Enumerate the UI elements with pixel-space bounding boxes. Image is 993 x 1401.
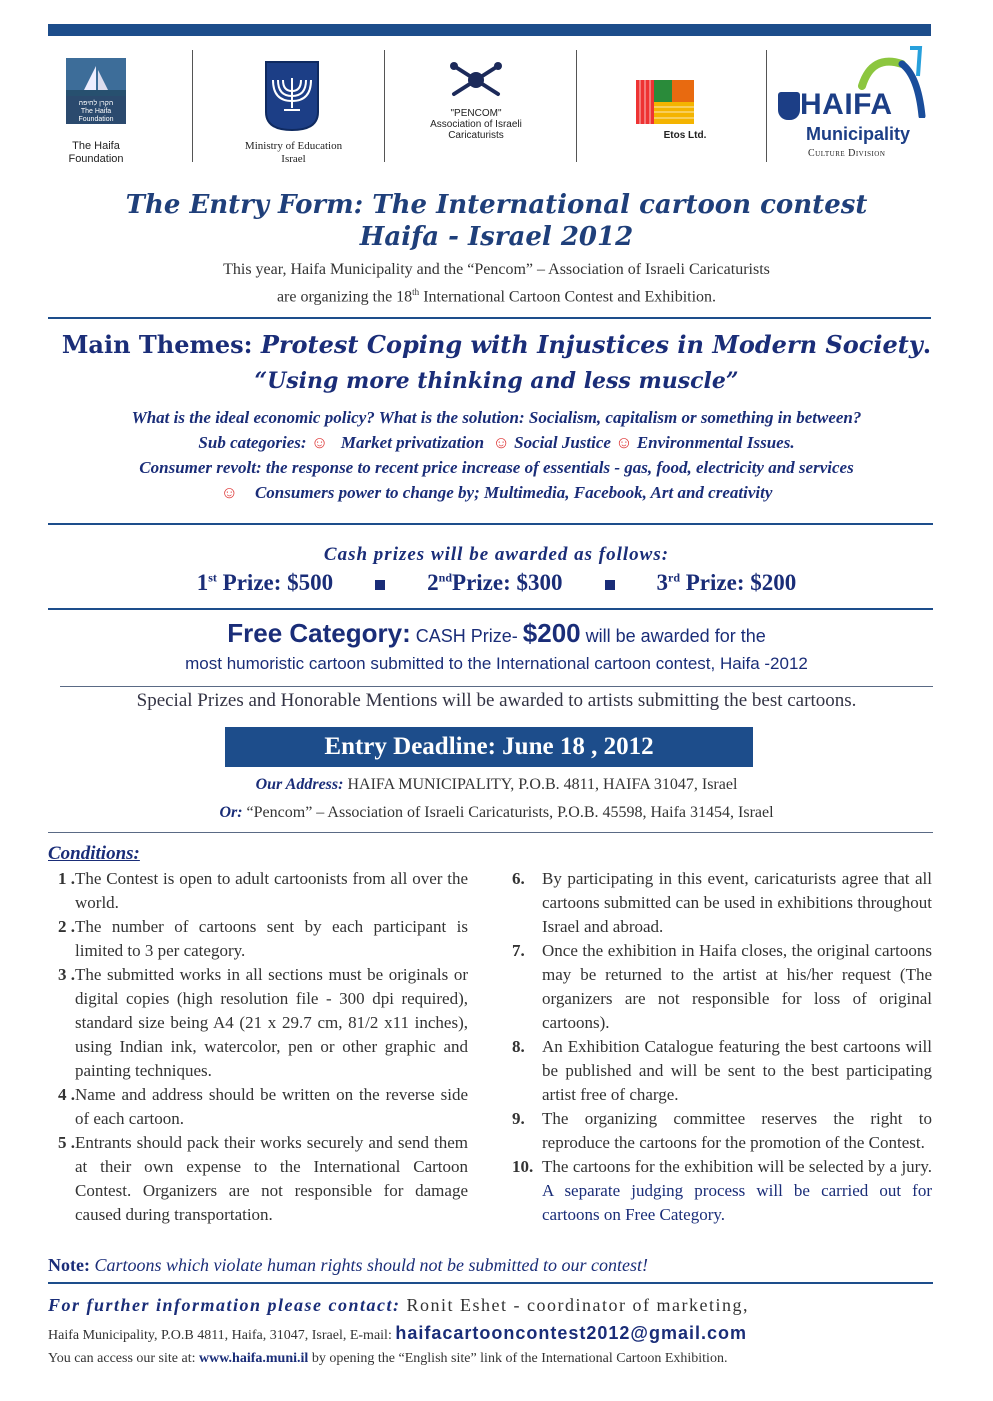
smiley-icon: ☺ xyxy=(220,483,238,502)
intro-line-1: This year, Haifa Municipality and the “Pencom” – Association of Israeli Caricaturists xyxy=(223,261,770,278)
second-prize: 2ndPrize: $300 xyxy=(427,570,563,595)
conditions-heading: Conditions: xyxy=(48,843,140,864)
pencom-caption: "PENCOM" Association of Israeli Caricaturists xyxy=(430,108,522,141)
divider xyxy=(384,50,385,162)
culture-division-word: Culture Division xyxy=(808,148,886,159)
cash-prizes-heading: Cash prizes will be awarded as follows: xyxy=(323,544,670,565)
condition-item: 10. The cartoons for the exhibition will be selected by a jury. A separate judging process will be carried out for cartoons on Free Category. xyxy=(512,1157,932,1224)
site-link[interactable]: www.haifa.muni.il xyxy=(199,1351,309,1366)
free-category: Free Category: CASH Prize- $200 will be awarded for the xyxy=(227,618,766,648)
contact-line: For further information please contact: Ronit Eshet - coordinator of marketing, xyxy=(48,1295,749,1315)
bullet-square-icon xyxy=(375,580,385,590)
divider xyxy=(576,50,577,162)
sub-categories: Sub categories: ☺ Market privatization ☺ Social Justice ☺ Environmental Issues. xyxy=(198,433,795,452)
divider xyxy=(48,832,933,833)
conditions-left-column xyxy=(58,867,468,1227)
condition-item: 5 . Entrants should pack their works securely and send them at their own expense to the International Cartoon Contest. Organizers are not responsible for damage caused during transportation. xyxy=(58,1133,468,1224)
smiley-icon: ☺ xyxy=(615,433,633,452)
address-line-2: Or: “Pencom” – Association of Israeli Caricaturists, P.O.B. 45598, Haifa 31454, Israel xyxy=(219,804,774,821)
page-subtitle: Haifa - Israel 2012 xyxy=(359,222,634,252)
free-category-details: most humoristic cartoon submitted to the International cartoon contest, Haifa -2012 xyxy=(185,654,808,673)
prize-list xyxy=(0,570,993,596)
contact-address: Haifa Municipality, P.O.B 4811, Haifa, 31047, Israel, E-mail: haifacartooncontest2012@gmail.com xyxy=(48,1323,747,1343)
page-title: The Entry Form: The International cartoon contest xyxy=(125,190,868,220)
condition-item: 4 . Name and address should be written on the reverse side of each cartoon. xyxy=(58,1085,468,1128)
consumer-power: ☺ Consumers power to change by; Multimedia, Facebook, Art and creativity xyxy=(220,483,773,502)
third-prize: 3rd Prize: $200 xyxy=(656,570,797,595)
themes-quote: “Using more thinking and less muscle” xyxy=(254,368,739,394)
haifa-foundation-mark-text: הקרן לחיפה The Haifa Foundation xyxy=(78,100,114,123)
etos-logo-icon xyxy=(636,80,694,129)
divider xyxy=(192,50,193,162)
condition-item: 3 . The submitted works in all sections must be originals or digital copies (high resolution file - 300 dpi required), standard size being A4 (21 x 29.7 cm, 81/2 x11 inches), using Indian ink, watercolor, pen or other graphic and painting techniques. xyxy=(58,965,468,1080)
email-link[interactable]: haifacartooncontest2012@gmail.com xyxy=(395,1323,747,1343)
entry-deadline: Entry Deadline: June 18 , 2012 xyxy=(225,727,753,767)
ministry-caption: Ministry of Education Israel xyxy=(244,140,343,165)
intro-line-2: are organizing the 18th International Cartoon Contest and Exhibition. xyxy=(276,287,717,306)
conditions-right-column xyxy=(512,867,932,1227)
divider xyxy=(48,317,931,319)
top-banner-bar xyxy=(48,24,931,36)
main-themes: Main Themes: Protest Coping with Injustices in Modern Society. xyxy=(61,330,932,359)
divider xyxy=(766,50,767,162)
consumer-revolt: Consumer revolt: the response to recent price increase of essentials - gas, food, electricity and services xyxy=(139,458,854,477)
municipality-word: Municipality xyxy=(806,124,911,144)
site-line: You can access our site at: www.haifa.muni.il by opening the “English site” link of the International Cartoon Exhibition. xyxy=(48,1351,728,1366)
bullet-square-icon xyxy=(605,580,615,590)
haifa-municipality-word: HAIFA xyxy=(800,88,893,121)
divider xyxy=(48,1282,933,1284)
smiley-icon: ☺ xyxy=(492,433,510,452)
note: Note: Cartoons which violate human rights should not be submitted to our contest! xyxy=(48,1255,648,1275)
address-line-1: Our Address: HAIFA MUNICIPALITY, P.O.B. 4811, HAIFA 31047, Israel xyxy=(255,776,738,793)
menorah-emblem-icon xyxy=(262,60,322,137)
condition-item: 2 . The number of cartoons sent by each participant is limited to 3 per category. xyxy=(58,917,468,960)
condition-item: 9. The organizing committee reserves the right to reproduce the cartoons for the promotion of the Contest. xyxy=(512,1109,932,1152)
first-prize: 1st Prize: $500 xyxy=(196,570,334,595)
special-prizes: Special Prizes and Honorable Mentions will be awarded to artists submitting the best cartoons. xyxy=(136,690,857,711)
haifa-foundation-caption: The Haifa Foundation xyxy=(68,140,124,165)
pencom-logo-icon xyxy=(448,62,504,103)
condition-item: 7. Once the exhibition in Haifa closes, the original cartoons may be returned to the artist at his/her request (The organizers are not responsible for loss of original cartoons). xyxy=(512,941,932,1032)
condition-item: 6. By participating in this event, caricaturists agree that all cartoons submitted can be used in exhibitions throughout Israel and abroad. xyxy=(512,869,932,936)
smiley-icon: ☺ xyxy=(310,433,329,452)
etos-caption: Etos Ltd. xyxy=(663,130,707,141)
divider xyxy=(48,523,933,525)
condition-item: 8. An Exhibition Catalogue featuring the best cartoons will be published and will be sent to the best participating artist free of charge. xyxy=(512,1037,932,1104)
haifa-crest-icon xyxy=(778,92,800,120)
condition-item: 1 . The Contest is open to adult cartoonists from all over the world. xyxy=(58,869,468,912)
divider xyxy=(48,608,933,610)
divider xyxy=(60,686,933,687)
themes-question: What is the ideal economic policy? What is the solution: Socialism, capitalism or something in between? xyxy=(131,408,862,427)
